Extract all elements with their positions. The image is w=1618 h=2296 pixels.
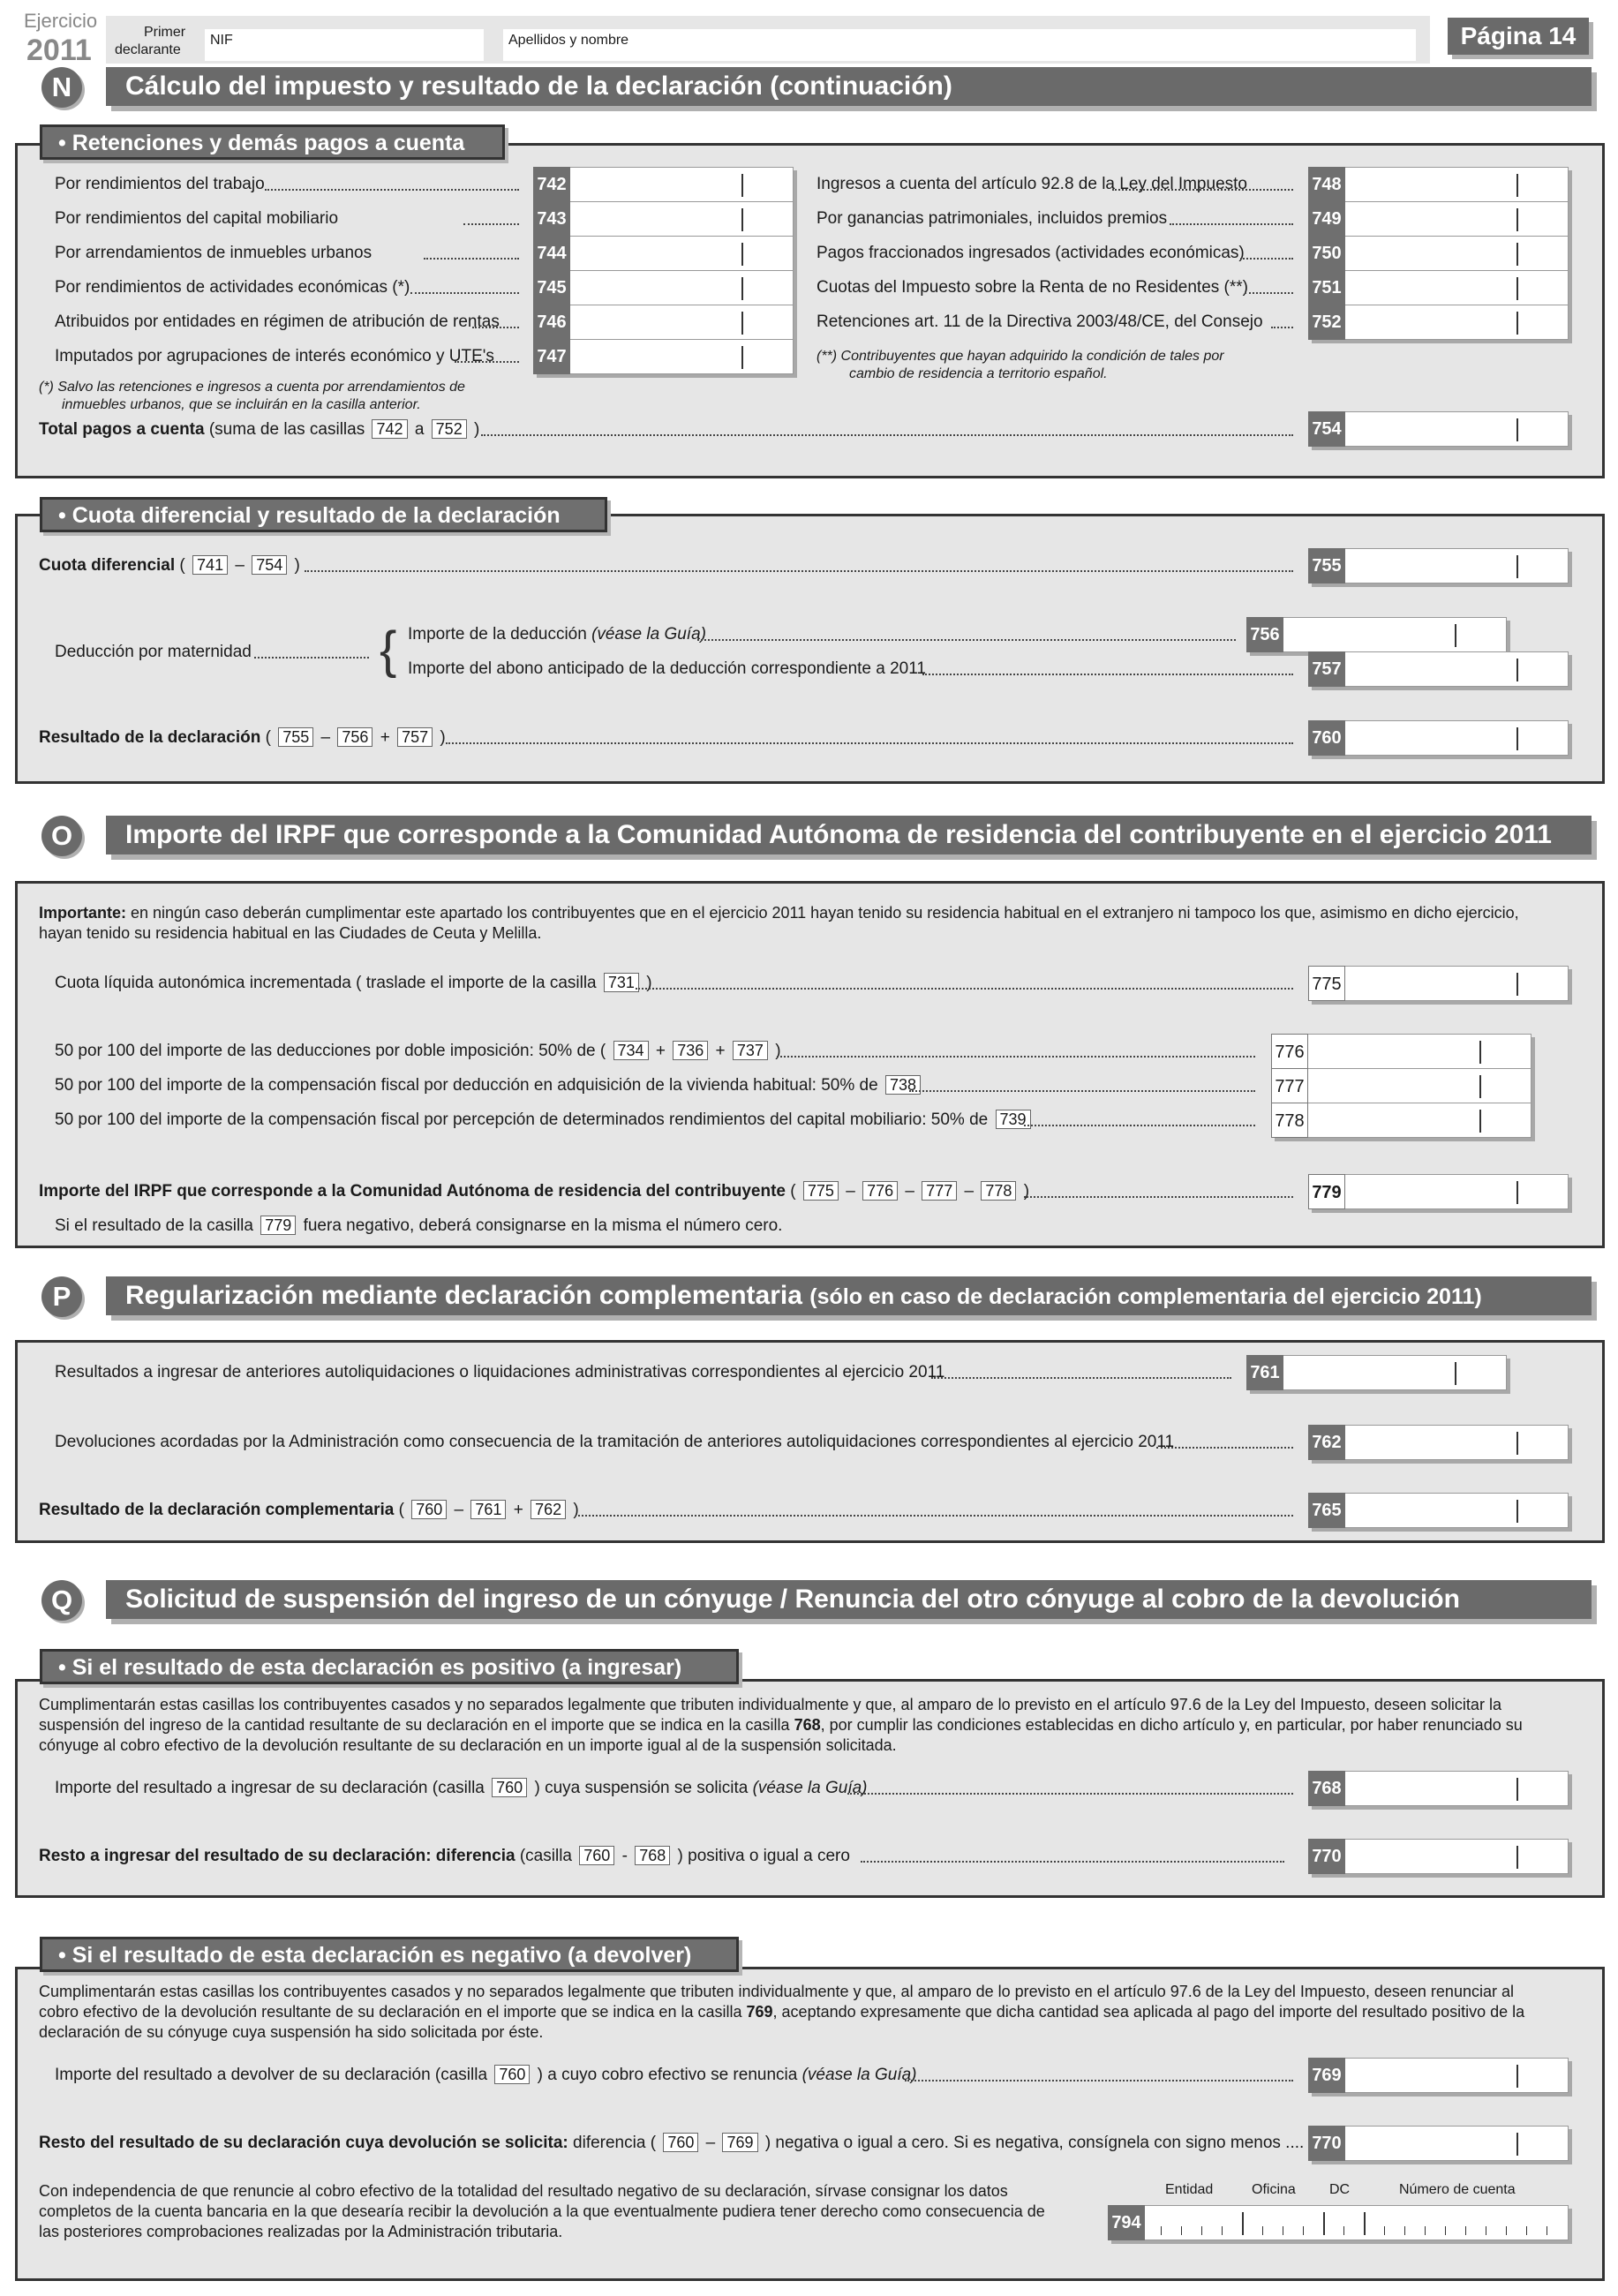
field-776[interactable]: 776 bbox=[1271, 1034, 1531, 1069]
cuota-liquida-label: Cuota líquida autonómica incrementada ( traslade el importe de la casilla 731 ) bbox=[55, 974, 652, 992]
note-double-asterisk-1: (**) Contribuyentes que hayan adquirido la condición de tales por bbox=[817, 349, 1224, 364]
q-neg-para-2: cobro efectivo de la devolución resultante de su declaración en el importe que se indica en la casilla 769, aceptando expresamente que dicha cantidad sea aplicada al pago del importe del resultado positivo de la bbox=[39, 2003, 1525, 2021]
field-768[interactable]: 768 bbox=[1308, 1771, 1569, 1806]
section-title-p: Regularización mediante declaración complementaria (sólo en caso de declaración complementaria del ejercicio 2011) bbox=[106, 1276, 1592, 1315]
field-744[interactable]: 744 bbox=[533, 236, 794, 271]
line-770-negativo-label: Resto del resultado de su declaración cuya devolución se solicita: diferencia ( 760 – 769 ) negativa o igual a cero. Si es negativa, consígnela con signo menos .... bbox=[39, 2134, 1305, 2152]
importe-deduccion-label: Importe de la deducción (véase la Guía) bbox=[408, 625, 706, 644]
nif-label: NIF bbox=[210, 33, 233, 48]
line-761-label: Resultados a ingresar de anteriores autoliquidaciones o liquidaciones administrativas correspondientes al ejercicio 2011 bbox=[55, 1363, 945, 1381]
cuenta-text-3: las posteriores comprobaciones realizadas por la Administración tributaria. bbox=[39, 2223, 563, 2240]
field-770-negativo[interactable]: 770 bbox=[1308, 2126, 1569, 2161]
section-title-o: Importe del IRPF que corresponde a la Comunidad Autónoma de residencia del contribuyente en el ejercicio 2011 bbox=[106, 816, 1592, 854]
ejercicio-label: Ejercicio bbox=[24, 10, 98, 32]
field-749[interactable]: 749 bbox=[1308, 201, 1569, 237]
ret-right-label-752: Retenciones art. 11 de la Directiva 2003/48/CE, del Consejo bbox=[817, 312, 1263, 331]
numero-cuenta-label: Número de cuenta bbox=[1399, 2182, 1516, 2197]
note-asterisk-2: inmuebles urbanos, que se incluirán en la casilla anterior. bbox=[62, 397, 421, 412]
maternidad-label: Deducción por maternidad bbox=[55, 643, 252, 661]
line-778-label: 50 por 100 del importe de la compensación fiscal por percepción de determinados rendimientos del capital mobiliario: 50% de 739 bbox=[55, 1110, 1034, 1131]
field-745[interactable]: 745 bbox=[533, 270, 794, 305]
ret-left-label-743: Por rendimientos del capital mobiliario bbox=[55, 209, 339, 228]
ret-left-label-746: Atribuidos por entidades en régimen de atribución de rentas bbox=[55, 312, 500, 331]
cuenta-text-2: completos de la cuenta bancaria en la que desearía recibir la devolución a la que eventualmente pudiera tener derecho como consecuencia de bbox=[39, 2202, 1045, 2220]
line-776-label: 50 por 100 del importe de las deducciones por doble imposición: 50% de ( 734 + 736 + 737 ) bbox=[55, 1042, 781, 1060]
section-title-q: Solicitud de suspensión del ingreso de un cónyuge / Renuncia del otro cónyuge al cobro de la devolución bbox=[106, 1580, 1592, 1619]
field-765[interactable]: 765 bbox=[1308, 1493, 1569, 1528]
negativo-note: Si el resultado de la casilla 779 fuera negativo, deberá consignarse en la misma el número cero. bbox=[55, 1216, 783, 1235]
ret-right-label-749: Por ganancias patrimoniales, incluidos premios bbox=[817, 209, 1168, 228]
ret-left-label-742: Por rendimientos del trabajo bbox=[55, 175, 265, 193]
field-794-cuenta[interactable]: 794 bbox=[1108, 2205, 1569, 2240]
field-761[interactable]: 761 bbox=[1246, 1355, 1507, 1390]
ret-right-label-751: Cuotas del Impuesto sobre la Renta de no Residentes (**) bbox=[817, 278, 1248, 297]
field-777[interactable]: 777 bbox=[1271, 1068, 1531, 1103]
ejercicio-year: 2011 bbox=[26, 34, 92, 67]
line-770-positivo-label: Resto a ingresar del resultado de su declaración: diferencia (casilla 760 - 768 ) positiva o igual a cero bbox=[39, 1847, 850, 1865]
ret-left-label-745: Por rendimientos de actividades económicas (*) bbox=[55, 278, 410, 297]
ret-left-label-747: Imputados por agrupaciones de interés económico y UTE's bbox=[55, 347, 494, 365]
dc-label: DC bbox=[1329, 2182, 1351, 2197]
retenciones-tab: • Retenciones y demás pagos a cuenta bbox=[40, 124, 505, 160]
section-title-n: Cálculo del impuesto y resultado de la declaración (continuación) bbox=[106, 67, 1592, 106]
note-double-asterisk-2: cambio de residencia a territorio español. bbox=[849, 366, 1108, 381]
ret-left-label-744: Por arrendamientos de inmuebles urbanos bbox=[55, 244, 373, 262]
field-770-positivo[interactable]: 770 bbox=[1308, 1839, 1569, 1874]
field-750[interactable]: 750 bbox=[1308, 236, 1569, 271]
abono-anticipado-label: Importe del abono anticipado de la deducción correspondiente a 2011 bbox=[408, 659, 926, 678]
apellidos-field[interactable] bbox=[503, 29, 1416, 61]
field-778[interactable]: 778 bbox=[1271, 1103, 1531, 1138]
primer-label: Primer bbox=[144, 25, 186, 40]
field-756[interactable]: 756 bbox=[1246, 617, 1507, 652]
q-pos-para-3: cónyuge al cobro efectivo de la devolución resultante de su declaración en un importe igual al de la suspensión solicitada. bbox=[39, 1736, 897, 1754]
entidad-label: Entidad bbox=[1165, 2182, 1214, 2197]
cuenta-text-1: Con independencia de que renuncie al cobro efectivo de la totalidad del resultado negativo de su declaración, sírvase consignar los datos bbox=[39, 2182, 1008, 2200]
line-762-label: Devoluciones acordadas por la Administración como consecuencia de la tramitación de anteriores autoliquidaciones correspondientes al ejercicio 2011 bbox=[55, 1433, 1175, 1451]
field-769[interactable]: 769 bbox=[1308, 2058, 1569, 2093]
field-751[interactable]: 751 bbox=[1308, 270, 1569, 305]
ret-right-label-750: Pagos fraccionados ingresados (actividades económicas) bbox=[817, 244, 1245, 262]
line-779-label: Importe del IRPF que corresponde a la Comunidad Autónoma de residencia del contribuyente ( 775 – 776 – 777 – 778 ) bbox=[39, 1182, 1030, 1201]
section-letter-o: O bbox=[41, 816, 82, 856]
resultado-declaracion-label: Resultado de la declaración ( 755 – 756 + 757 ) bbox=[39, 728, 446, 747]
q-neg-para-3: declaración de su cónyuge cuya suspensión ha sido solicitada por éste. bbox=[39, 2023, 544, 2041]
field-742[interactable]: 742 bbox=[533, 167, 794, 202]
field-775[interactable]: 775 bbox=[1308, 966, 1569, 1001]
field-746[interactable]: 746 bbox=[533, 305, 794, 340]
nif-field[interactable] bbox=[205, 29, 484, 61]
brace: { bbox=[380, 621, 397, 679]
field-757[interactable]: 757 bbox=[1308, 651, 1569, 687]
field-754[interactable]: 754 bbox=[1308, 411, 1569, 447]
page-number: Página 14 bbox=[1448, 18, 1589, 55]
importante-text-1: Importante: en ningún caso deberán cumplimentar este apartado los contribuyentes que en el ejercicio 2011 hayan tenido su residencia habitual en el extranjero ni tampoco los que, asimismo en dicho ejercicio, bbox=[39, 904, 1519, 922]
apellidos-label: Apellidos y nombre bbox=[508, 33, 629, 48]
q-negativo-tab: • Si el resultado de esta declaración es negativo (a devolver) bbox=[40, 1937, 739, 1972]
field-743[interactable]: 743 bbox=[533, 201, 794, 237]
section-letter-n: N bbox=[41, 67, 82, 108]
field-752[interactable]: 752 bbox=[1308, 305, 1569, 340]
oficina-label: Oficina bbox=[1252, 2182, 1296, 2197]
total-pagos-label: Total pagos a cuenta (suma de las casillas 742 a 752 ) bbox=[39, 420, 480, 439]
q-neg-para-1: Cumplimentarán estas casillas los contribuyentes casados y no separados legalmente que tributen individualmente y que, al amparo de lo previsto en el artículo 97.6 de la Ley del Impuesto, deseen renunciar al bbox=[39, 1983, 1514, 2000]
field-747[interactable]: 747 bbox=[533, 339, 794, 374]
line-777-label: 50 por 100 del importe de la compensación fiscal por deducción en adquisición de la vivienda habitual: 50% de 738 bbox=[55, 1075, 923, 1096]
section-letter-p: P bbox=[41, 1276, 82, 1317]
field-748[interactable]: 748 bbox=[1308, 167, 1569, 202]
field-755[interactable]: 755 bbox=[1308, 548, 1569, 583]
cuota-diferencial-label: Cuota diferencial ( 741 – 754 ) bbox=[39, 556, 300, 575]
line-768-label: Importe del resultado a ingresar de su declaración (casilla 760 ) cuya suspensión se solicita (véase la Guía) bbox=[55, 1779, 868, 1797]
declarante-label: declarante bbox=[115, 42, 181, 57]
q-positivo-tab: • Si el resultado de esta declaración es positivo (a ingresar) bbox=[40, 1649, 739, 1684]
field-762[interactable]: 762 bbox=[1308, 1425, 1569, 1460]
ret-right-label-748: Ingresos a cuenta del artículo 92.8 de la Ley del Impuesto bbox=[817, 175, 1247, 193]
importante-text-2: hayan tenido su residencia habitual en las Ciudades de Ceuta y Melilla. bbox=[39, 924, 542, 942]
cuota-tab: • Cuota diferencial y resultado de la declaración bbox=[40, 497, 607, 532]
section-letter-q: Q bbox=[41, 1580, 82, 1621]
line-765-label: Resultado de la declaración complementaria ( 760 – 761 + 762 ) bbox=[39, 1501, 579, 1519]
field-779[interactable]: 779 bbox=[1308, 1174, 1569, 1209]
line-769-label: Importe del resultado a devolver de su declaración (casilla 760 ) a cuyo cobro efectivo se renuncia (véase la Guía) bbox=[55, 2066, 917, 2084]
q-pos-para-1: Cumplimentarán estas casillas los contribuyentes casados y no separados legalmente que tributen individualmente y que, al amparo de lo previsto en el artículo 97.6 de la Ley del Impuesto, deseen solicitar la bbox=[39, 1696, 1501, 1713]
field-760[interactable]: 760 bbox=[1308, 720, 1569, 756]
q-pos-para-2: suspensión del ingreso de la cantidad resultante de su declaración en el importe que se indica en la casilla 768, por cumplir las condiciones establecidas en dicho artículo y, en particular, por haber renunciado su bbox=[39, 1716, 1523, 1734]
note-asterisk-1: (*) Salvo las retenciones e ingresos a cuenta por arrendamientos de bbox=[39, 380, 465, 395]
